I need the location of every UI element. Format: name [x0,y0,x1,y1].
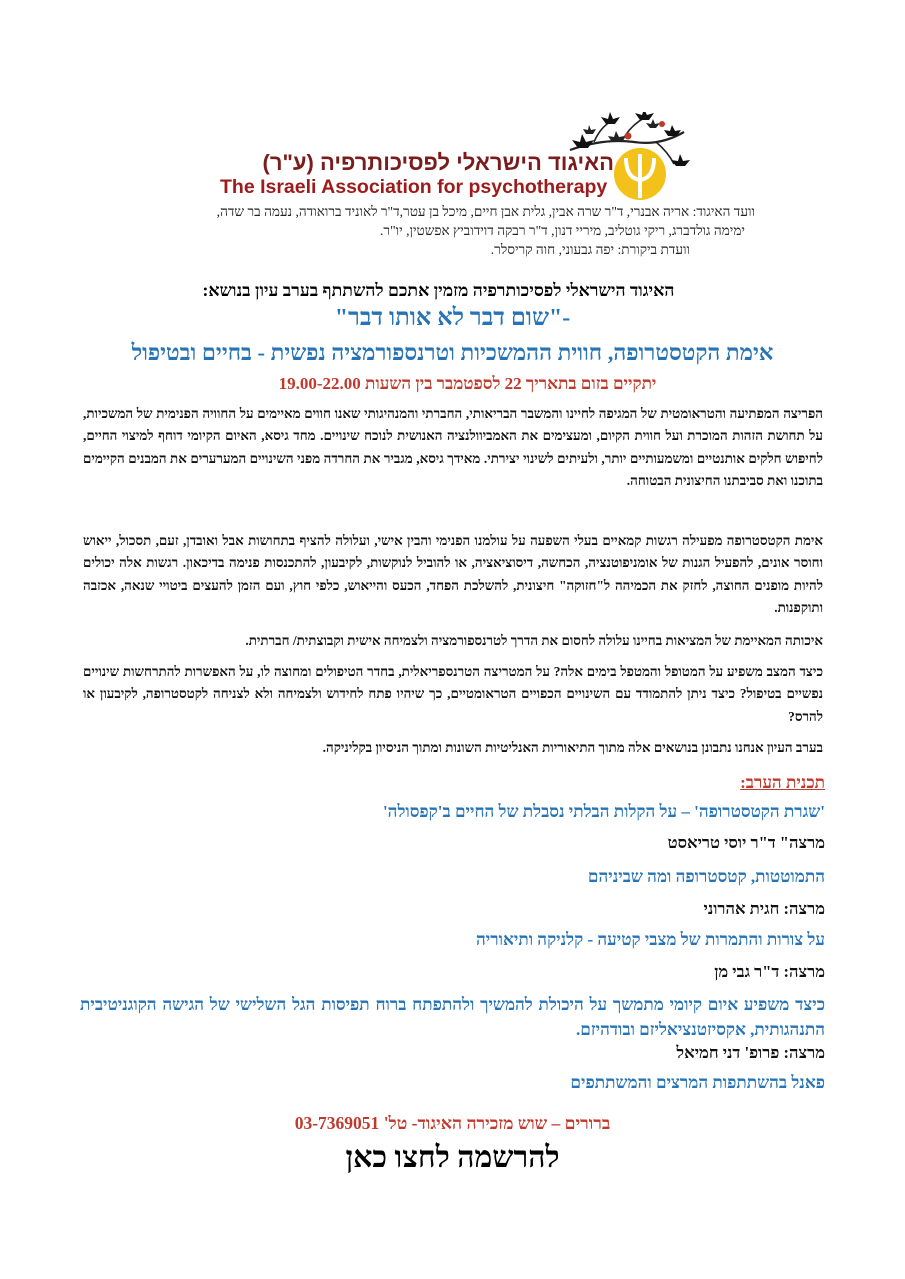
talk-2-title: התמוטטות, קטסטרופה ומה שביניהם [587,867,825,886]
association-logo [212,112,692,202]
talk-4-title: כיצד משפיע איום קיומי מתמשך על היכולת להמשיך ולהתפתח ברוח תפיסות הגל השלישי של הגישה הקוגניטיבית התנהגותית, אקסיזטנציאליזם ובודהיזם. [80,995,825,1039]
talk-1-title: 'שגרת הקטסטרופה' – על הקלות הבלתי נסבלת של החיים ב'קפסולה' [382,802,825,821]
talk-2-speaker: מרצה: חגית אהרוני [703,899,825,918]
paragraph-5: בערב העיון אנחנו נתבונן בנושאים אלה מתוך התיאוריות האנליטיות השונות ומתוך הניסיון בקליניקה. [322,740,823,755]
talk-4-speaker: מרצה: פרופ' דני חמיאל [676,1043,825,1062]
tree-branch-logo-icon [564,112,692,202]
talk-3-title: על צורות והתמרות של מצבי קטיעה - קלניקה ותיאוריה [476,930,825,949]
org-name-english: The Israeli Association for psychotherapy [220,176,608,198]
paragraph-1: הפריצה המפתיעה והטראומטית של המגיפה לחיינו והמשבר הבריאותי, החברתי והמנהיגותי שאנו חווים מאיימים על החוויה הפנימית של המשכיות, על תחושת הזהות המוכרת ועל חווית הקיום, ומעצימים את האמביוולנציה האנושית לנוכח שינויים. מחד גיסא, האיום הקיומי דוחף למיצוי החיים, לחיפוש חלקים אותנטיים ומשמעותיים יותר, ולעיתים לשינוי יצירתי. מאידך גיסא, מגביר את החרדה מפני השינויים המערערים את המבנים הקיימים בתוכנו ואת סביבתנו החיצונית הבטוחה. [83,406,823,488]
paragraph-2: אימת הקטסטרופה מפעילה רגשות קמאיים בעלי השפעה על עולמנו הפנימי והבין אישי, ועלולה להציף בתחושות אבל ואובדן, זעם, תסכול, ייאוש וחוסר אונים, להפעיל הגנות של אומניפוטנציה, הכחשה, דיסוציאציה, או להוביל לנוקשות, לקיבעון, להתכנסות פנימה בדיכאון. רגשות אלה יכולים להיות מופנים החוצה, לחזק את הכמיהה ל"חזוקה" חיצונית, להשלכת הפחד, הכעס והייאוש, כלפי חוץ, ועם הזמן להעצים ביטויי שנאה, אכזבה ותוקפנות. [83,533,823,615]
committee-line-3: וועדת ביקורת: יפה גבעוני, חוה קריסלר. [490,242,690,257]
org-name-hebrew: האיגוד הישראלי לפסיכותרפיה (ע"ר) [262,150,614,175]
paragraph-4: כיצד המצב משפיע על המטופל והמטפל בימים אלה? על המטריצה הטרנספריאלית, בחדר הטיפולים ומחוצה לו, על האפשרות להתרחשות שינויים נפשיים בטיפול? כיצד ניתן להתמודד עם השינויים הכפויים הטראומטיים, כך שיהיו פתח לחידוש ולצמיחה ולא לצניחה לקטסטרופה, לקיבעון או להרס? [83,664,823,724]
registration-link[interactable]: להרשמה לחצו כאן [345,1141,560,1174]
talk-1-speaker: מרצה" ד"ר יוסי טריאסט [667,833,825,852]
panel-line: פאנל בהשתתפות המרצים והמשתתפים [570,1073,825,1092]
committee-line-2: ימימה גולדברג, ריקי גוטליב, מיריי דנון, ד"ר רבקה דוידוביץ אפשטין, יו"ר. [380,223,745,238]
event-date: יתקיים בזום בתאריך 22 לספטמבר בין השעות 19.00-22.00 [278,374,657,393]
program-heading: תכנית הערב: [740,773,825,792]
event-title: -"שום דבר לא אותו דבר" [334,305,571,331]
event-subtitle: אימת הקטסטרופה, חווית ההמשכיות וטרנספורמציה נפשית - בחיים ובטיפול [131,340,774,365]
invitation-line: האיגוד הישראלי לפסיכותרפיה מזמין אתכם להשתתף בערב עיון בנושא: [202,280,675,300]
paragraph-3: איכותה המאיימת של המציאות בחיינו עלולה לחסום את הדרך לטרנספורמציה ולצמיחה אישית וקבוצתית/ חברתית. [245,633,823,648]
contact-line: ברורים – שוש מזכירה האיגוד- טל' 03-7369051 [294,1113,611,1133]
committee-line-1: וועד האיגוד: אריה אבנרי, ד"ר שרה אבין, גלית אבן חיים, מיכל בן עטר,ד"ר לאוניד ברואודה, נעמה בר שדה, [216,204,755,219]
talk-3-speaker: מרצה: ד"ר גבי מן [714,962,825,981]
